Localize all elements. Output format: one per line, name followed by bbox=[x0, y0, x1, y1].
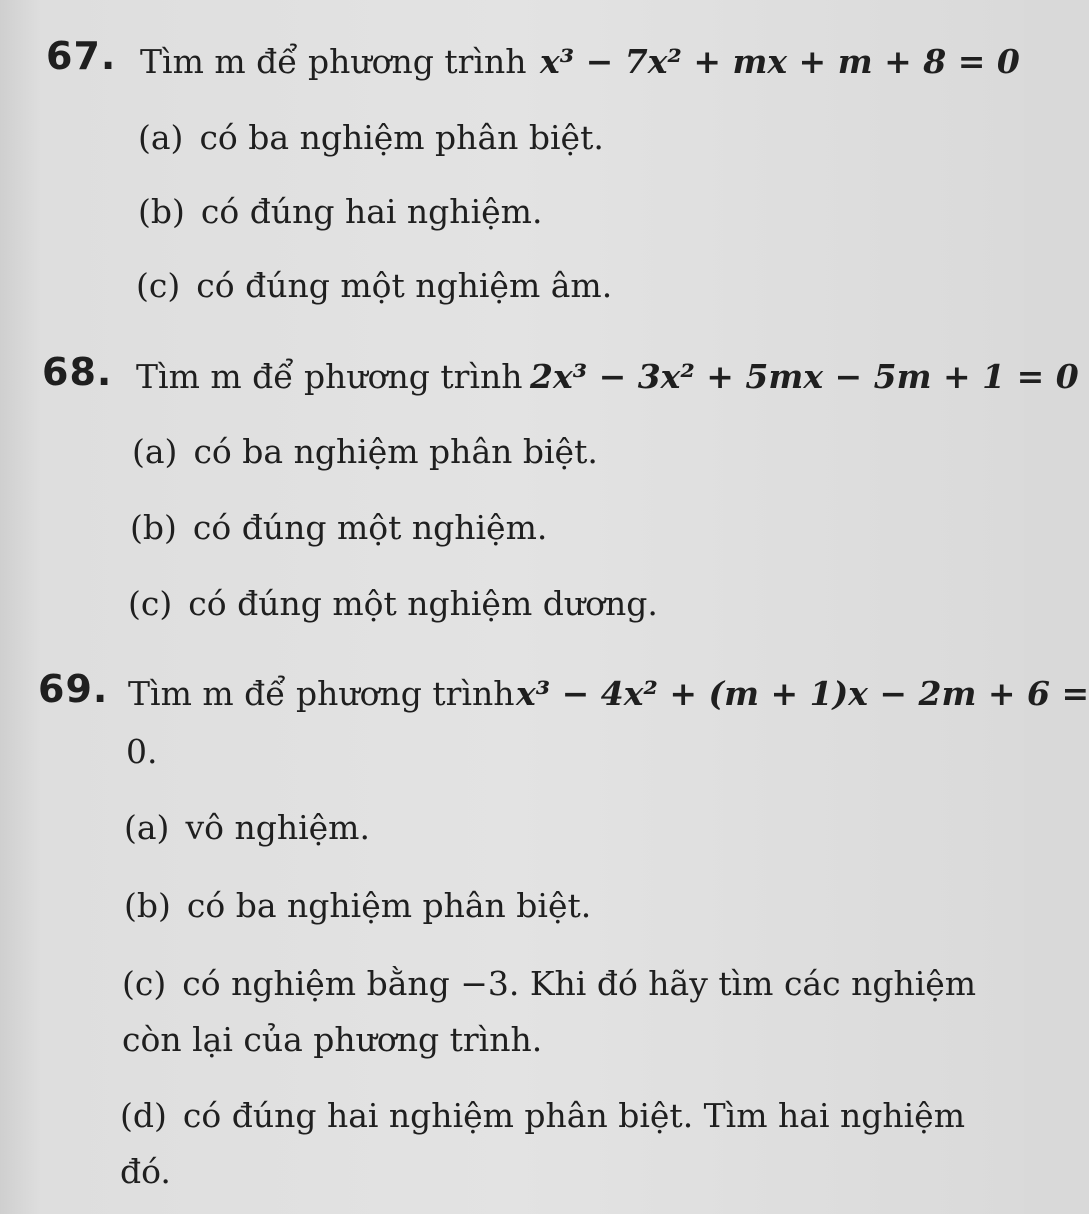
option-text: có đúng một nghiệm dương. bbox=[188, 584, 658, 623]
equation: 2x³ − 3x² + 5mx − 5m + 1 = 0 bbox=[530, 357, 1079, 396]
option-text: có đúng hai nghiệm phân biệt. Tìm hai nghiệm bbox=[182, 1096, 965, 1135]
option-b bbox=[130, 508, 547, 548]
option-b bbox=[138, 192, 542, 232]
option-a bbox=[132, 432, 598, 472]
option-c bbox=[128, 584, 658, 624]
option-a bbox=[124, 808, 370, 848]
option-text: có nghiệm bằng −3. Khi đó hãy tìm các nghiệm bbox=[182, 964, 977, 1003]
option-b bbox=[124, 886, 591, 926]
option-label: (a) bbox=[138, 118, 184, 157]
option-d bbox=[120, 1096, 965, 1136]
equation-continuation: 0. bbox=[126, 732, 158, 771]
option-text: có đúng một nghiệm. bbox=[192, 508, 548, 547]
equation: x³ − 4x² + (m + 1)x − 2m + 6 = bbox=[516, 674, 1089, 713]
option-text-continuation: đó. bbox=[120, 1152, 171, 1191]
option-text: có đúng hai nghiệm. bbox=[200, 192, 543, 231]
option-label: (c) bbox=[128, 584, 173, 623]
equation: x³ − 7x² + mx + m + 8 = 0 bbox=[540, 42, 1020, 81]
option-text: vô nghiệm. bbox=[185, 808, 370, 847]
option-a bbox=[138, 118, 604, 158]
option-text: có ba nghiệm phân biệt. bbox=[199, 118, 604, 157]
option-label: (b) bbox=[124, 886, 171, 925]
problem-number: 67. bbox=[46, 34, 117, 78]
problem-stem: Tìm m để phương trình bbox=[140, 42, 527, 81]
option-label: (b) bbox=[130, 508, 177, 547]
option-label: (c) bbox=[136, 266, 181, 305]
option-text-continuation: còn lại của phương trình. bbox=[122, 1020, 543, 1059]
option-label: (a) bbox=[124, 808, 170, 847]
option-label: (c) bbox=[122, 964, 167, 1003]
option-c bbox=[122, 964, 976, 1004]
option-label: (d) bbox=[120, 1096, 167, 1135]
problem-stem: Tìm m để phương trình bbox=[128, 674, 515, 713]
option-text: có đúng một nghiệm âm. bbox=[196, 266, 613, 305]
problem-number: 69. bbox=[38, 667, 109, 711]
problem-stem: Tìm m để phương trình bbox=[136, 357, 523, 396]
option-text: có ba nghiệm phân biệt. bbox=[186, 886, 592, 925]
option-label: (a) bbox=[132, 432, 178, 471]
option-text: có ba nghiệm phân biệt. bbox=[193, 432, 598, 471]
option-c bbox=[136, 266, 612, 306]
problem-number: 68. bbox=[42, 350, 113, 394]
option-label: (b) bbox=[138, 192, 185, 231]
